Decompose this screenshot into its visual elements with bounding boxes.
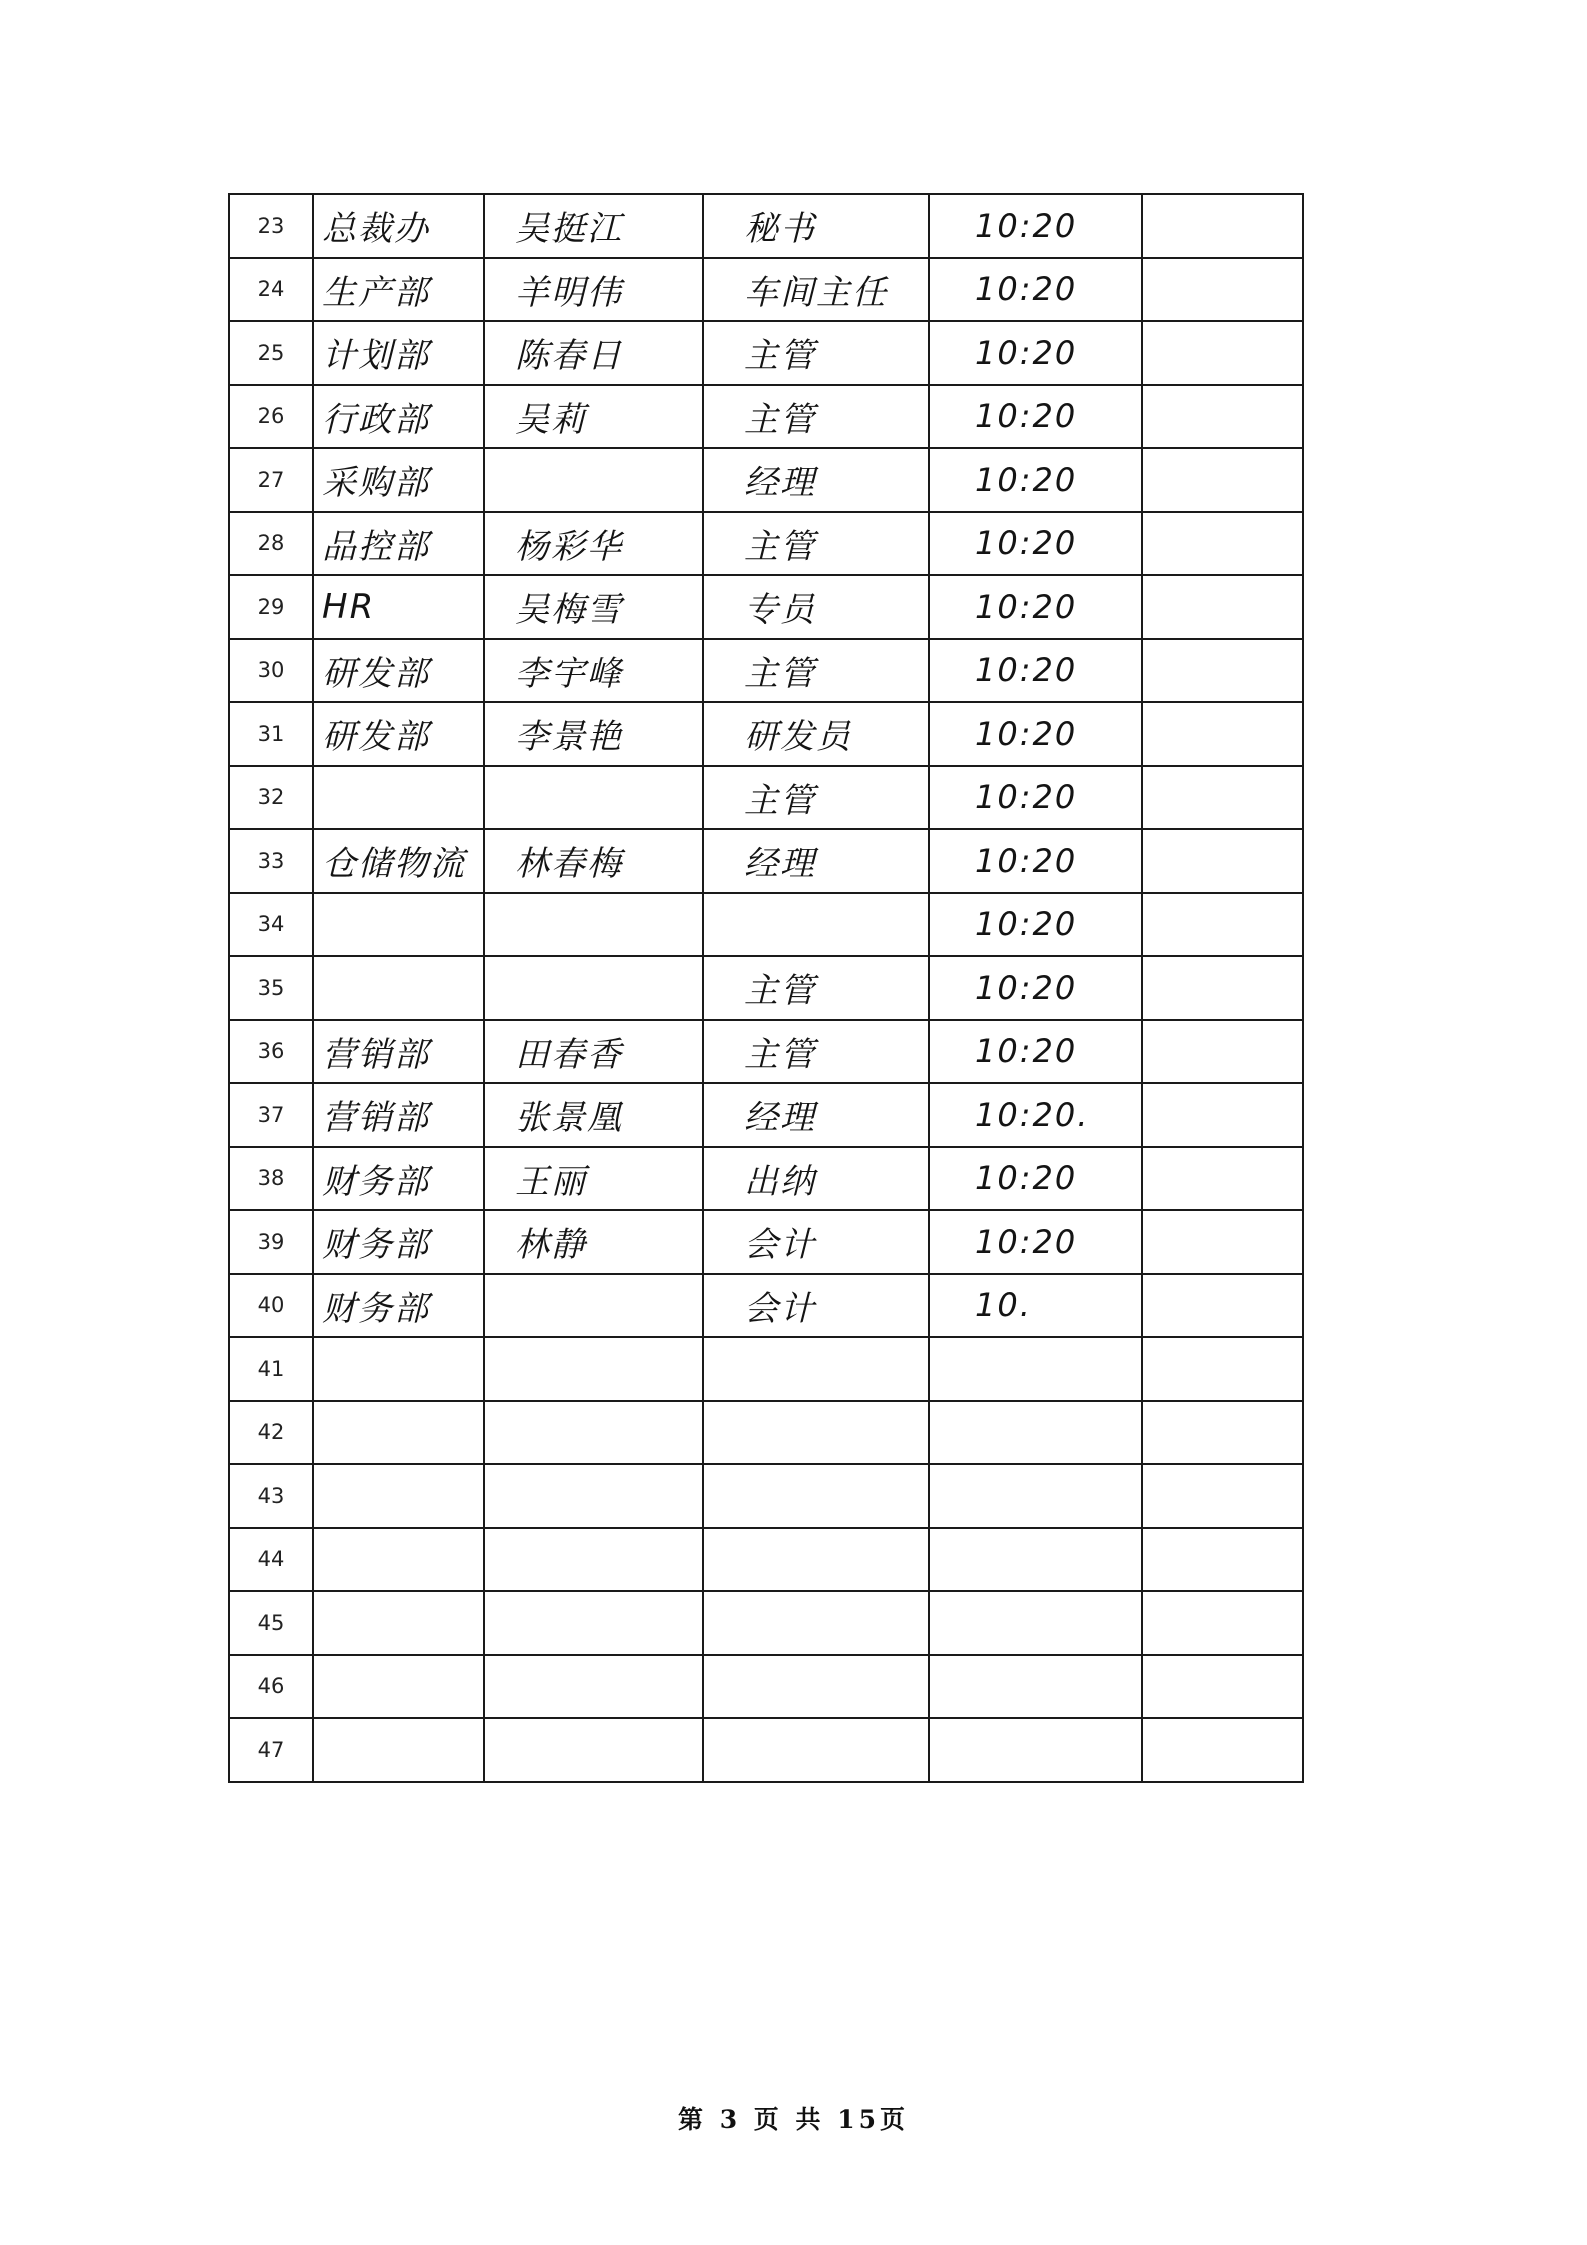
job-title-cell: 经理 [703,448,929,512]
department-cell: 财务部 [313,1210,484,1274]
table-row [229,766,1303,830]
sign-in-time-cell: 10:20. [929,1083,1142,1147]
table-row [229,1591,1303,1655]
name-signature-cell: 张景凰 [484,1083,703,1147]
job-title-cell: 车间主任 [703,258,929,322]
department-cell: 采购部 [313,448,484,512]
table-row [229,1147,1303,1211]
sign-in-time-cell [929,1718,1142,1782]
remarks-cell [1142,829,1303,893]
job-title-cell [703,1655,929,1719]
table-row [229,1083,1303,1147]
sign-in-time-cell: 10:20 [929,639,1142,703]
name-signature-cell [484,1401,703,1465]
name-signature-cell: 李宇峰 [484,639,703,703]
sign-in-time-cell: 10:20 [929,448,1142,512]
job-title-cell: 主管 [703,1020,929,1084]
sign-in-time-cell: 10:20 [929,1210,1142,1274]
department-cell [313,1591,484,1655]
sign-in-time-cell [929,1655,1142,1719]
page-number-footer: 第 3 页 共 15页 [678,2105,909,2134]
row-number-cell: 25 [229,321,313,385]
table-row [229,702,1303,766]
remarks-cell [1142,893,1303,957]
name-signature-cell [484,1718,703,1782]
row-number-cell: 36 [229,1020,313,1084]
department-cell: 财务部 [313,1274,484,1338]
row-number-cell: 42 [229,1401,313,1465]
name-signature-cell [484,448,703,512]
sign-in-time-cell: 10:20 [929,893,1142,957]
sign-in-time-cell: 10:20 [929,385,1142,449]
table-row [229,1401,1303,1465]
row-number-cell: 43 [229,1464,313,1528]
row-number-cell: 30 [229,639,313,703]
remarks-cell [1142,1020,1303,1084]
table-row [229,956,1303,1020]
name-signature-cell: 陈春日 [484,321,703,385]
department-cell: 总裁办 [313,194,484,258]
sign-in-time-cell: 10:20 [929,829,1142,893]
remarks-cell [1142,1274,1303,1338]
remarks-cell [1142,1083,1303,1147]
job-title-cell: 研发员 [703,702,929,766]
row-number-cell: 44 [229,1528,313,1592]
department-cell: 研发部 [313,639,484,703]
remarks-cell [1142,321,1303,385]
department-cell: 研发部 [313,702,484,766]
name-signature-cell [484,1591,703,1655]
department-cell: 生产部 [313,258,484,322]
name-signature-cell: 吴梅雪 [484,575,703,639]
sign-in-time-cell [929,1528,1142,1592]
row-number-cell: 45 [229,1591,313,1655]
remarks-cell [1142,258,1303,322]
sign-in-time-cell: 10:20 [929,702,1142,766]
department-cell [313,1401,484,1465]
table-row [229,512,1303,576]
name-signature-cell: 田春香 [484,1020,703,1084]
sign-in-time-cell: 10. [929,1274,1142,1338]
name-signature-cell [484,1464,703,1528]
department-cell [313,1464,484,1528]
department-cell: 仓储物流 [313,829,484,893]
table-row [229,1528,1303,1592]
job-title-cell: 主管 [703,766,929,830]
table-row [229,448,1303,512]
name-signature-cell: 林春梅 [484,829,703,893]
sign-in-time-cell: 10:20 [929,258,1142,322]
department-cell: 计划部 [313,321,484,385]
job-title-cell: 经理 [703,829,929,893]
row-number-cell: 23 [229,194,313,258]
table-row [229,1210,1303,1274]
sign-in-time-cell: 10:20 [929,512,1142,576]
name-signature-cell: 杨彩华 [484,512,703,576]
job-title-cell: 专员 [703,575,929,639]
name-signature-cell: 吴莉 [484,385,703,449]
job-title-cell: 经理 [703,1083,929,1147]
department-cell: 品控部 [313,512,484,576]
remarks-cell [1142,1528,1303,1592]
sign-in-time-cell: 10:20 [929,766,1142,830]
row-number-cell: 39 [229,1210,313,1274]
table-row [229,385,1303,449]
row-number-cell: 32 [229,766,313,830]
table-row [229,1020,1303,1084]
job-title-cell: 主管 [703,321,929,385]
name-signature-cell: 林静 [484,1210,703,1274]
row-number-cell: 38 [229,1147,313,1211]
department-cell [313,1528,484,1592]
name-signature-cell [484,1655,703,1719]
remarks-cell [1142,1591,1303,1655]
table-row [229,1274,1303,1338]
row-number-cell: 28 [229,512,313,576]
row-number-cell: 40 [229,1274,313,1338]
department-cell [313,956,484,1020]
remarks-cell [1142,385,1303,449]
remarks-cell [1142,1464,1303,1528]
job-title-cell: 出纳 [703,1147,929,1211]
job-title-cell [703,1528,929,1592]
row-number-cell: 37 [229,1083,313,1147]
department-cell [313,1718,484,1782]
table-row [229,1718,1303,1782]
remarks-cell [1142,1147,1303,1211]
row-number-cell: 27 [229,448,313,512]
department-cell: 营销部 [313,1020,484,1084]
job-title-cell: 会计 [703,1274,929,1338]
job-title-cell: 秘书 [703,194,929,258]
department-cell: 行政部 [313,385,484,449]
remarks-cell [1142,512,1303,576]
department-cell [313,893,484,957]
name-signature-cell: 王丽 [484,1147,703,1211]
table-row [229,829,1303,893]
name-signature-cell [484,956,703,1020]
remarks-cell [1142,1718,1303,1782]
sign-in-table [228,193,1304,1783]
job-title-cell [703,1464,929,1528]
job-title-cell: 主管 [703,639,929,703]
department-cell [313,1655,484,1719]
sign-in-time-cell [929,1464,1142,1528]
table-row [229,1655,1303,1719]
job-title-cell [703,893,929,957]
row-number-cell: 26 [229,385,313,449]
table-row [229,194,1303,258]
job-title-cell [703,1401,929,1465]
remarks-cell [1142,448,1303,512]
table-row [229,258,1303,322]
table-row [229,575,1303,639]
name-signature-cell: 吴挺江 [484,194,703,258]
department-cell: 营销部 [313,1083,484,1147]
sign-in-time-cell [929,1591,1142,1655]
row-number-cell: 29 [229,575,313,639]
table-row [229,321,1303,385]
remarks-cell [1142,702,1303,766]
row-number-cell: 31 [229,702,313,766]
department-cell [313,1337,484,1401]
name-signature-cell [484,893,703,957]
name-signature-cell [484,1337,703,1401]
name-signature-cell [484,1274,703,1338]
job-title-cell [703,1337,929,1401]
remarks-cell [1142,1337,1303,1401]
row-number-cell: 34 [229,893,313,957]
remarks-cell [1142,194,1303,258]
sign-in-time-cell: 10:20 [929,194,1142,258]
row-number-cell: 24 [229,258,313,322]
table-row [229,893,1303,957]
row-number-cell: 47 [229,1718,313,1782]
job-title-cell [703,1718,929,1782]
job-title-cell: 主管 [703,385,929,449]
sign-in-time-cell: 10:20 [929,575,1142,639]
sign-in-time-cell: 10:20 [929,956,1142,1020]
department-cell: 财务部 [313,1147,484,1211]
remarks-cell [1142,639,1303,703]
table-row [229,1337,1303,1401]
department-cell: HR [313,575,484,639]
name-signature-cell [484,1528,703,1592]
row-number-cell: 46 [229,1655,313,1719]
sign-in-time-cell: 10:20 [929,1147,1142,1211]
department-cell [313,766,484,830]
sign-in-time-cell: 10:20 [929,321,1142,385]
remarks-cell [1142,1655,1303,1719]
row-number-cell: 33 [229,829,313,893]
job-title-cell: 主管 [703,512,929,576]
sign-in-time-cell [929,1337,1142,1401]
remarks-cell [1142,575,1303,639]
sign-in-time-cell: 10:20 [929,1020,1142,1084]
name-signature-cell: 羊明伟 [484,258,703,322]
sign-in-table-body [229,194,1303,1782]
row-number-cell: 41 [229,1337,313,1401]
remarks-cell [1142,766,1303,830]
remarks-cell [1142,956,1303,1020]
name-signature-cell: 李景艳 [484,702,703,766]
job-title-cell [703,1591,929,1655]
table-row [229,1464,1303,1528]
remarks-cell [1142,1210,1303,1274]
remarks-cell [1142,1401,1303,1465]
job-title-cell: 主管 [703,956,929,1020]
table-row [229,639,1303,703]
sign-in-time-cell [929,1401,1142,1465]
name-signature-cell [484,766,703,830]
job-title-cell: 会计 [703,1210,929,1274]
row-number-cell: 35 [229,956,313,1020]
